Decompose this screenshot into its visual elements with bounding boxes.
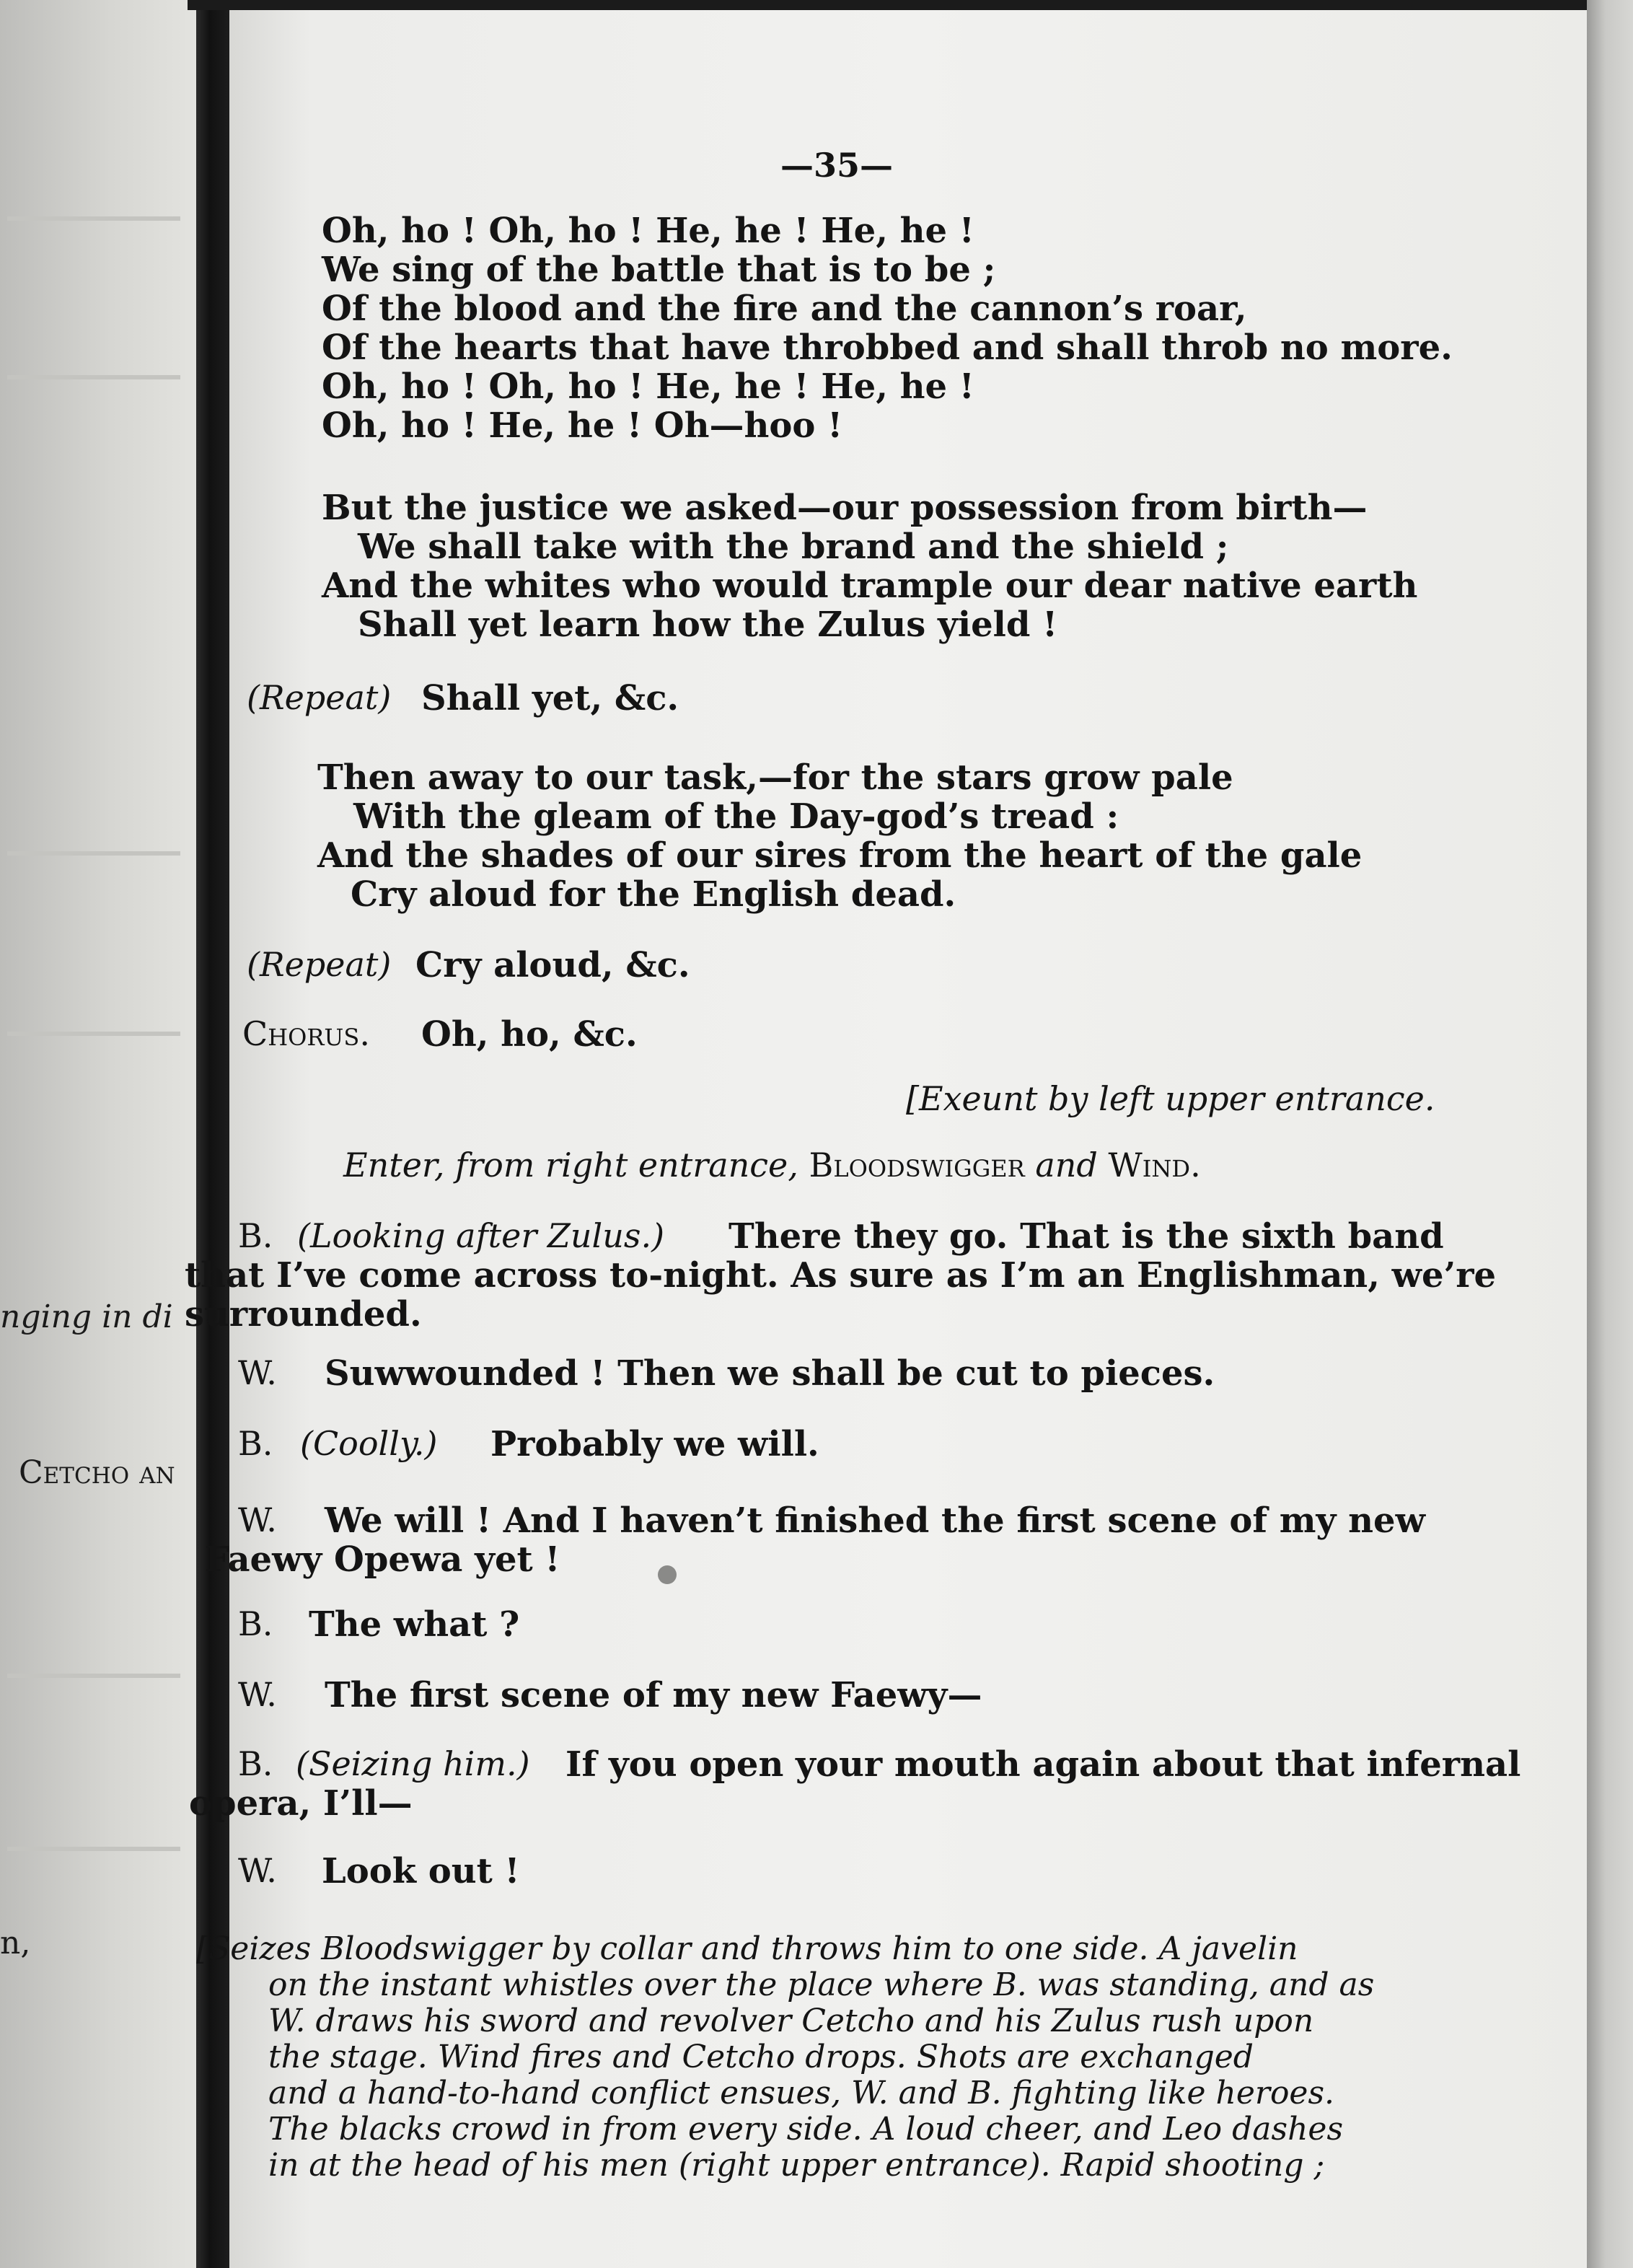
stage-direction-block-line: on the instant whistles over the place where B. was standing, and as xyxy=(268,1966,1375,2003)
song-line: Cry aloud for the English dead. xyxy=(351,874,956,915)
repeat-text: Shall yet, &c. xyxy=(421,678,679,718)
stage-direction-block-line: and a hand-to-hand conflict ensues, W. and B. fighting like heroes. xyxy=(268,2075,1335,2111)
stage-direction-block-line: the stage. Wind fires and Cetcho drops. Shots are exchanged xyxy=(268,2039,1254,2075)
speaker-label: B. xyxy=(238,1216,273,1255)
facing-fragment: Cetcho an xyxy=(19,1454,175,1491)
song-line: With the gleam of the Day-god’s tread : xyxy=(353,796,1119,837)
song-line: Of the hearts that have throbbed and shall throb no more. xyxy=(322,328,1453,368)
stage-direction-entrance xyxy=(343,1148,1201,1182)
dialogue-line: If you open your mouth again about that infernal xyxy=(565,1744,1521,1785)
page-right-edge xyxy=(1587,0,1633,2268)
speaker-label: B. xyxy=(238,1744,273,1783)
bleed-line xyxy=(7,216,180,221)
dialogue-line: Look out ! xyxy=(322,1851,520,1891)
speaker-label: W. xyxy=(238,1353,277,1392)
dialogue-line: Faewy Opewa yet ! xyxy=(205,1539,560,1580)
facing-fragment: n, xyxy=(0,1925,31,1961)
dialogue-line: that I’ve come across to-night. As sure as I’m an Englishman, we’re xyxy=(185,1255,1497,1296)
bleed-line xyxy=(7,1847,180,1851)
stage-direction-exit: [Exeunt by left upper entrance. xyxy=(906,1079,1435,1118)
stage-direction: (Coolly.) xyxy=(300,1424,438,1463)
dialogue-line: Probably we will. xyxy=(490,1424,819,1464)
repeat-label: (Repeat) xyxy=(247,678,392,717)
stage-direction: (Seizing him.) xyxy=(296,1744,530,1783)
song-line: Then away to our task,—for the stars grow pale xyxy=(317,757,1233,798)
speaker-label: B. xyxy=(238,1604,273,1643)
dialogue-line: surrounded. xyxy=(185,1294,422,1335)
song-line: But the justice we asked—our possession from birth— xyxy=(322,488,1368,528)
stage-direction-block-line: The blacks crowd in from every side. A loud cheer, and Leo dashes xyxy=(268,2111,1344,2148)
chorus-text: Oh, ho, &c. xyxy=(421,1014,638,1055)
dialogue-line: There they go. That is the sixth band xyxy=(729,1216,1444,1257)
stage-direction-block-line: in at the head of his men (right upper entrance). Rapid shooting ; xyxy=(268,2147,1325,2184)
speaker-label: B. xyxy=(238,1424,273,1463)
stage-direction: (Looking after Zulus.) xyxy=(297,1216,665,1255)
dialogue-line: The what ? xyxy=(309,1604,520,1645)
page-number: —35— xyxy=(780,146,894,185)
bleed-line xyxy=(7,1032,180,1036)
speaker-label: W. xyxy=(238,1675,277,1714)
dialogue-line: We will ! And I haven’t finished the first scene of my new xyxy=(325,1500,1425,1541)
entrance-text: Enter, from right entrance, xyxy=(343,1146,798,1184)
song-line: We shall take with the brand and the shield ; xyxy=(358,527,1229,567)
bleed-line xyxy=(7,1674,180,1678)
song-line: Of the blood and the fire and the cannon’s roar, xyxy=(322,289,1247,329)
ink-smudge xyxy=(658,1565,677,1584)
song-line: Oh, ho ! He, he ! Oh—hoo ! xyxy=(322,405,843,446)
stage-direction-block-line: W. draws his sword and revolver Cetcho and his Zulus rush upon xyxy=(268,2003,1314,2039)
song-line: Oh, ho ! Oh, ho ! He, he ! He, he ! xyxy=(322,211,974,251)
character-name: Wind. xyxy=(1108,1146,1201,1184)
dialogue-line: Suwwounded ! Then we shall be cut to pieces. xyxy=(325,1353,1215,1394)
song-line: And the shades of our sires from the heart of the gale xyxy=(317,835,1363,876)
entrance-and: and xyxy=(1035,1146,1098,1184)
chorus-label: Chorus. xyxy=(242,1014,370,1053)
stage-direction-block-line: [Seizes Bloodswigger by collar and throws him to one side. A javelin xyxy=(196,1930,1298,1967)
song-line: And the whites who would trample our dear native earth xyxy=(322,566,1418,606)
speaker-label: W. xyxy=(238,1500,277,1539)
dialogue-line: The first scene of my new Faewy— xyxy=(325,1675,982,1715)
repeat-text: Cry aloud, &c. xyxy=(415,945,690,985)
character-name: Bloodswigger xyxy=(809,1146,1025,1184)
facing-fragment: nging in di xyxy=(0,1298,173,1335)
page-top-border xyxy=(188,0,1601,10)
bleed-line xyxy=(7,851,180,856)
binding-gutter xyxy=(196,0,229,2268)
repeat-label: (Repeat) xyxy=(247,945,392,984)
bleed-line xyxy=(7,375,180,379)
song-line: Oh, ho ! Oh, ho ! He, he ! He, he ! xyxy=(322,366,974,407)
song-line: We sing of the battle that is to be ; xyxy=(322,250,996,290)
song-line: Shall yet learn how the Zulus yield ! xyxy=(358,605,1058,645)
dialogue-line: opera, I’ll— xyxy=(189,1783,413,1824)
facing-page-edge xyxy=(0,0,202,2268)
speaker-label: W. xyxy=(238,1851,277,1890)
